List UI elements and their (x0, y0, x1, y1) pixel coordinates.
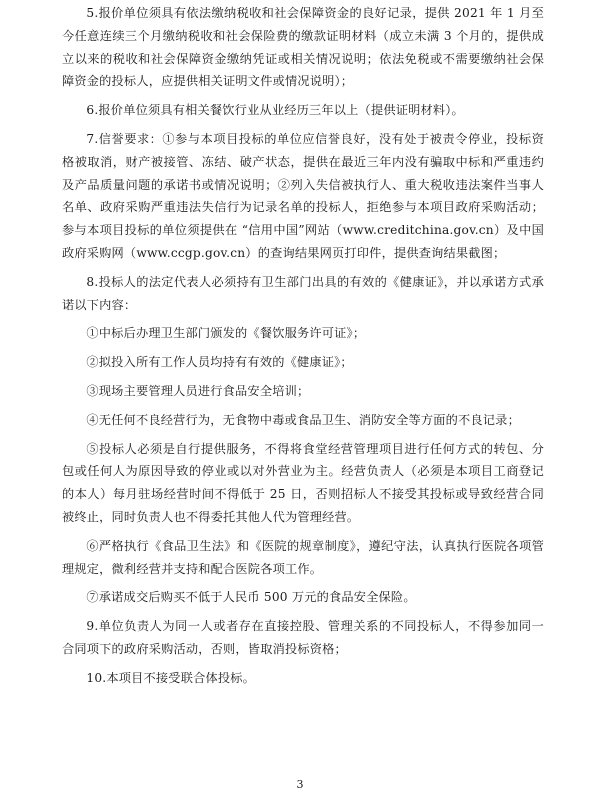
paragraph-6-catering-experience: 6.报价单位须具有相关餐饮行业从业经历三年以上（提供证明材料）。 (86, 103, 464, 118)
commitment-item-5: ⑤投标人必须是自行提供服务，不得将食堂经营管理项目进行任何方式的转包、分包或任何人为原因导致的停业或以对外营业为主。经营负责人（必须是本项目工商登记的本人）每月驻场经营时间不得低于 25 日，否则招标人不接受其投标或导致经营合同被终止，同时负责人也不得委托其他人代为管理经营。 (62, 441, 544, 524)
document-body (62, 2, 544, 696)
commitment-item-6: ⑥严格执行《食品卫生法》和《医院的规章制度》，遵纪守法，认真执行医院各项管理规定，微利经营并支持和配合医院各项工作。 (62, 538, 544, 576)
commitment-item-4: ④无任何不良经营行为，无食物中毒或食品卫生、消防安全等方面的不良记录； (86, 412, 520, 427)
page-number: 3 (296, 778, 304, 791)
commitment-item-7: ⑦承诺成交后购买不低于人民币 500 万元的食品安全保险。 (86, 590, 416, 605)
commitment-item-1: ①中标后办理卫生部门颁发的《餐饮服务许可证》； (86, 326, 366, 341)
paragraph-8-health-certificate: 8.投标人的法定代表人必须持有卫生部门出具的有效的《健康证》，并以承诺方式承诺以下内容： (62, 274, 544, 312)
commitment-item-3: ③现场主要管理人员进行食品安全培训； (86, 383, 310, 398)
paragraph-5-tax-social-security: 5.报价单位须具有依法缴纳税收和社会保障资金的良好记录，提供 2021 年 1 月至今任意连续三个月缴纳税收和社会保险费的缴款证明材料（成立未满 3 个月的，提供成立以来的税收和社会保障资金缴纳凭证或相关情况说明；依法免税或不需要缴纳社会保障资金的投标人，应提供相关证明文件或情况说明）； (62, 6, 544, 89)
paragraph-7-credit-requirements: 7.信誉要求：①参与本项目投标的单位应信誉良好，没有处于被责令停业，投标资格被取消，财产被接管、冻结、破产状态，提供在最近三年内没有骗取中标和严重违约及产品质量问题的承诺书或情况说明；②列入失信被执行人、重大税收违法案件当事人名单、政府采购严重违法失信行为记录名单的投标人，拒绝参与本项目政府采购活动；参与本项目投标的单位须提供在 “信用中国”网站（www.creditchina.gov.cn）及中国政府采购网（www.ccgp.gov.cn）的查询结果网页打印件，提供查询结果截图； (62, 131, 544, 260)
commitment-item-2: ②拟投入所有工作人员均持有有效的《健康证》； (86, 355, 353, 370)
paragraph-9-related-bidders: 9.单位负责人为同一人或者存在直接控股、管理关系的不同投标人，不得参加同一合同项下的政府采购活动，否则，皆取消投标资格； (62, 619, 544, 656)
paragraph-10-no-consortium: 10.本项目不接受联合体投标。 (86, 670, 256, 685)
